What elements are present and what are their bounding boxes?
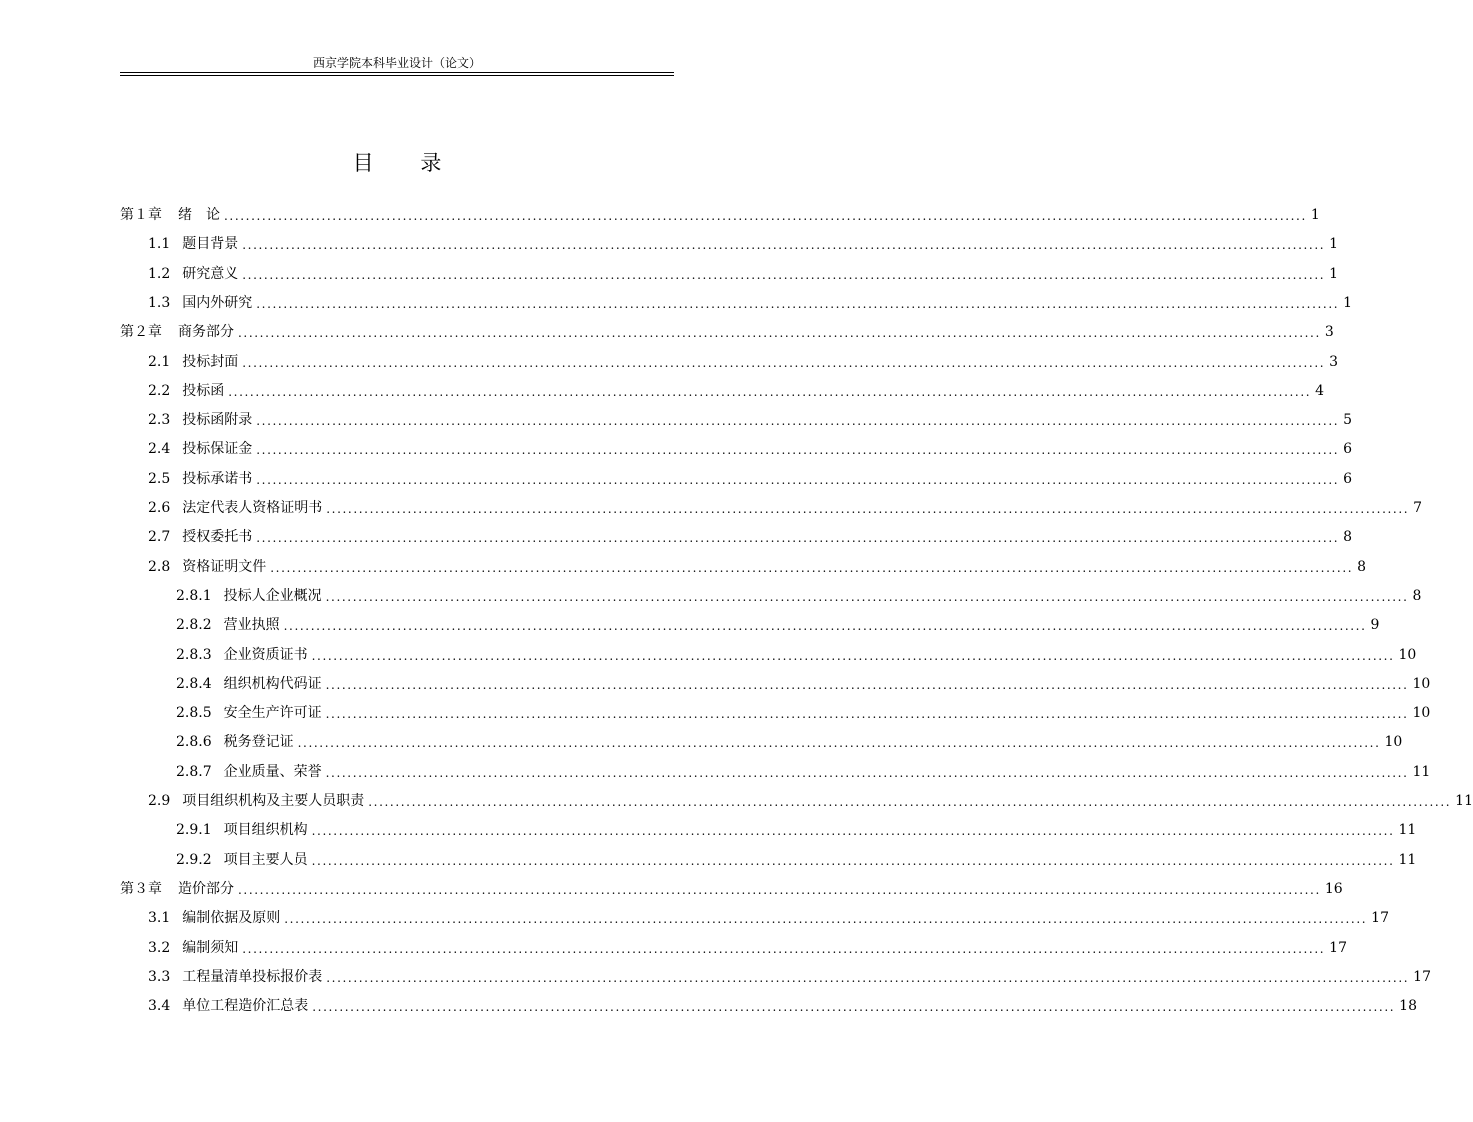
toc-entry[interactable] [148,908,1389,928]
toc-entry-number: 2.9 [148,793,171,809]
toc-entry-page: 3 [1324,324,1334,341]
toc-leader-dots: ........................................................................................................................................................................................................ [326,502,1410,516]
toc-leader-dots: ........................................................................................................................................................................................................ [256,472,1340,487]
toc-leader-dots: ........................................................................................................................................................................................................ [238,882,1321,897]
header-rule-thick [120,72,674,73]
toc-leader-dots: ........................................................................................................................................................................................................ [284,912,1368,927]
toc-entry-page: 8 [1412,587,1422,604]
toc-entry-label: 编制须知 [182,939,239,956]
toc-entry-page: 9 [1370,617,1380,634]
toc-entry-page: 11 [1398,822,1417,839]
toc-entry-page: 17 [1371,910,1389,927]
toc-entry-number: 1.3 [148,294,171,311]
toc-entry-label: 投标人企业概况 [223,587,322,604]
toc-entry-number: 2.4 [148,441,171,458]
toc-leader-dots: ........................................................................................................................................................................................................ [326,970,1410,985]
toc-leader-dots: ........................................................................................................................................................................................................ [242,267,1326,282]
toc-leader-dots: ........................................................................................................................................................................................................ [325,677,1409,692]
toc-entry-label: 编制依据及原则 [182,910,281,927]
toc-entry-page: 10 [1398,646,1417,663]
toc-leader-dots: ........................................................................................................................................................................................................ [297,736,1381,751]
toc-entry-label: 投标封面 [182,353,239,370]
toc-entry[interactable] [148,938,1347,958]
toc-entry-number: 2.7 [148,529,171,546]
toc-entry-label: 项目主要人员 [223,851,308,868]
page-header: 西京学院本科毕业设计（论文） [312,56,481,70]
toc-entry-number: 2.3 [148,412,171,429]
toc-entry-page: 11 [1398,851,1417,868]
toc-entry-page: 11 [1455,793,1473,809]
toc-entry-label: 造价部分 [178,880,234,897]
toc-entry-label: 法定代表人资格证明书 [182,500,323,516]
toc-entry-label: 企业资质证书 [223,646,308,663]
toc-entry-number: 3.4 [148,998,171,1015]
toc-entry-label: 税务登记证 [223,734,294,751]
toc-leader-dots: ........................................................................................................................................................................................................ [325,707,1409,722]
toc-entry[interactable] [120,322,1334,342]
toc-entry[interactable] [148,264,1339,284]
header-rule-thin [120,75,674,76]
toc-entry-number: 2.8.4 [176,675,212,692]
toc-entry-number: 2.6 [148,500,171,516]
toc-entry-page: 8 [1357,558,1367,575]
toc-entry-number: 2.8 [148,558,171,575]
toc-leader-dots: ........................................................................................................................................................................................................ [256,414,1340,429]
toc-leader-dots: ........................................................................................................................................................................................................ [228,384,1312,399]
toc-entry-number: 3.1 [148,910,171,927]
toc-entry-page: 1 [1329,236,1339,253]
toc-entry-label: 营业执照 [223,617,280,634]
toc-entry-label: 题目背景 [182,236,239,253]
toc-entry-label: 授权委托书 [182,529,253,546]
toc-leader-dots: ........................................................................................................................................................................................................ [242,355,1326,370]
toc-entry[interactable] [148,469,1353,489]
toc-title: 目 录 [352,151,462,175]
toc-entry-label: 工程量清单投标报价表 [182,968,323,985]
toc-entry-label: 企业质量、荣誉 [223,763,322,780]
toc-entry[interactable] [176,615,1380,635]
toc-entry[interactable] [148,996,1417,1016]
toc-entry[interactable] [176,586,1422,606]
toc-leader-dots: ........................................................................................................................................................................................................ [325,765,1409,780]
toc-entry-label: 项目组织机构 [223,822,308,839]
toc-entry-label: 投标函 [182,382,225,399]
toc-entry[interactable] [148,791,1473,811]
toc-entry-page: 18 [1399,998,1417,1015]
toc-entry[interactable] [148,527,1353,547]
toc-entry[interactable] [176,703,1431,723]
toc-leader-dots: ........................................................................................................................................................................................................ [238,326,1321,341]
toc-leader-dots: ........................................................................................................................................................................................................ [224,209,1307,223]
toc-entry-number: 2.8.1 [176,587,212,604]
toc-entry-page: 10 [1384,734,1403,751]
toc-entry-label: 单位工程造价汇总表 [182,998,309,1015]
toc-entry-number: 2.2 [148,382,171,399]
toc-entry-number: 3.2 [148,939,171,956]
toc-entry-page: 10 [1412,705,1431,722]
toc-entry-number: 2.9.2 [176,851,212,868]
toc-entry-number: 2.8.6 [176,734,212,751]
toc-entry-page: 7 [1413,500,1423,516]
toc-entry-number: 2.8.3 [176,646,212,663]
toc-entry-label: 投标保证金 [182,441,253,458]
toc-entry-number: 第２章 [120,324,162,341]
toc-entry-label: 资格证明文件 [182,558,267,575]
toc-entry-number: 2.8.5 [176,705,212,722]
toc-entry-page: 17 [1329,939,1347,956]
toc-leader-dots: ........................................................................................................................................................................................................ [256,296,1340,311]
toc-entry-page: 1 [1310,207,1320,223]
toc-leader-dots: ........................................................................................................................................................................................................ [368,795,1452,809]
toc-leader-dots: ........................................................................................................................................................................................................ [311,824,1395,839]
toc-entry-page: 11 [1412,763,1431,780]
toc-entry-page: 4 [1315,382,1325,399]
toc-entry[interactable] [148,967,1431,987]
toc-entry[interactable] [120,205,1320,225]
toc-entry-page: 1 [1329,265,1339,282]
toc-entry[interactable] [176,820,1417,840]
toc-entry-label: 绪 论 [178,207,220,223]
toc-entry[interactable] [148,439,1353,459]
toc-entry[interactable] [148,498,1423,518]
toc-entry-number: 3.3 [148,968,171,985]
toc-entry-number: 2.1 [148,353,171,370]
toc-entry-number: 2.9.1 [176,822,212,839]
toc-entry-number: 2.5 [148,470,171,487]
toc-entry-page: 3 [1329,353,1339,370]
toc-entry[interactable] [176,732,1403,752]
toc-entry-page: 5 [1343,412,1353,429]
toc-leader-dots: ........................................................................................................................................................................................................ [311,853,1395,868]
toc-entry-number: 1.2 [148,265,171,282]
toc-entry-label: 安全生产许可证 [223,705,322,722]
toc-entry-label: 商务部分 [178,324,234,341]
toc-entry-page: 1 [1343,294,1353,311]
toc-entry[interactable] [148,410,1353,430]
toc-leader-dots: ........................................................................................................................................................................................................ [256,443,1340,458]
toc-leader-dots: ........................................................................................................................................................................................................ [242,941,1326,956]
toc-entry[interactable] [148,381,1325,401]
toc-leader-dots: ........................................................................................................................................................................................................ [325,589,1409,604]
toc-entry-label: 研究意义 [182,265,239,282]
toc-entry-page: 6 [1343,470,1353,487]
toc-entry-number: 2.8.7 [176,763,212,780]
toc-entry-page: 6 [1343,441,1353,458]
toc-entry-page: 8 [1343,529,1353,546]
toc-leader-dots: ........................................................................................................................................................................................................ [242,238,1326,253]
toc-entry[interactable] [148,234,1339,254]
toc-entry-label: 国内外研究 [182,294,253,311]
toc-leader-dots: ........................................................................................................................................................................................................ [312,1000,1396,1015]
toc-entry[interactable] [176,645,1417,665]
toc-entry[interactable] [148,557,1367,577]
toc-entry[interactable] [148,293,1353,313]
toc-entry[interactable] [176,762,1431,782]
toc-entry[interactable] [148,352,1339,372]
toc-entry[interactable] [176,850,1417,870]
toc-entry-page: 10 [1412,675,1431,692]
toc-entry-number: 1.1 [148,236,171,253]
toc-entry-label: 投标承诺书 [182,470,253,487]
toc-entry[interactable] [176,674,1431,694]
toc-leader-dots: ........................................................................................................................................................................................................ [311,648,1395,663]
toc-leader-dots: ........................................................................................................................................................................................................ [283,619,1367,634]
toc-leader-dots: ........................................................................................................................................................................................................ [270,560,1354,575]
toc-entry[interactable] [120,879,1343,899]
toc-entry-label: 项目组织机构及主要人员职责 [182,793,365,809]
toc-entry-label: 组织机构代码证 [223,675,322,692]
toc-entry-label: 投标函附录 [182,412,253,429]
toc-entry-number: 第３章 [120,880,162,897]
toc-entry-number: 2.8.2 [176,617,212,634]
toc-leader-dots: ........................................................................................................................................................................................................ [256,531,1340,546]
toc-entry-page: 17 [1413,968,1431,985]
toc-entry-number: 第１章 [120,207,162,223]
toc-entry-page: 16 [1324,880,1343,897]
